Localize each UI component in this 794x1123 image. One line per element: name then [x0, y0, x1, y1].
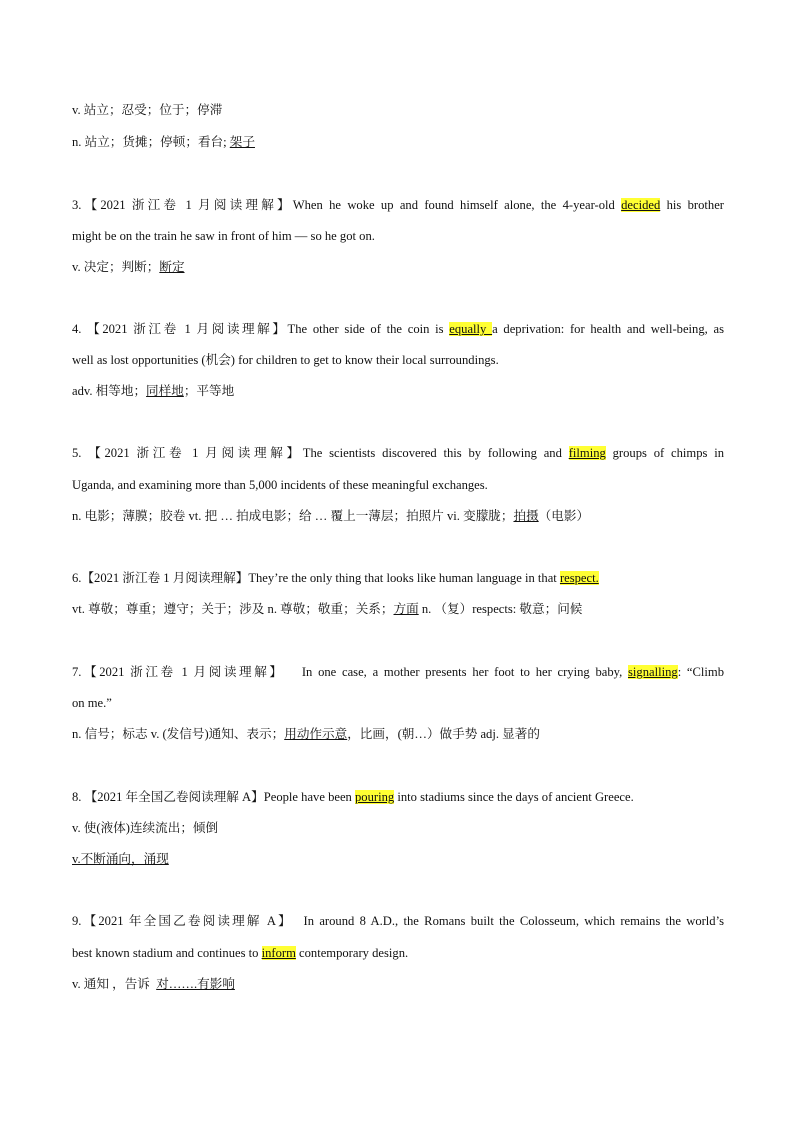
definition-text: （电影） — [538, 509, 590, 523]
sentence-text: Uganda, and examining more than 5,000 incidents of these meaningful exchanges. — [72, 478, 488, 492]
highlighted-word: filming — [568, 446, 606, 460]
highlighted-word: pouring — [355, 790, 395, 804]
source-label: 9.【2021 年全国乙卷阅读理解 A】 — [72, 914, 293, 928]
definition-text: n. （复）respects: 敬意；问候 — [418, 602, 583, 616]
definition-text: v. 通知 ，告诉 — [72, 977, 157, 991]
source-label: 5. 【2021 浙江卷 1 月阅读理解】 — [72, 446, 303, 460]
definition-line — [72, 600, 724, 618]
sentence-text: his brother — [660, 198, 725, 212]
sentence-text: When he woke up and found himself alone, the 4-year-old — [292, 198, 622, 212]
highlighted-word: respect. — [559, 571, 599, 585]
sentence-line — [72, 944, 724, 962]
highlighted-word: signalling — [628, 665, 678, 679]
definition-text: n. 电影；薄膜；胶卷 vt. 把 … 拍成电影；给 … 覆上一薄层；拍照片 vi. 变朦胧； — [72, 509, 514, 523]
sentence-line — [72, 444, 724, 462]
sentence-text: People have been — [263, 790, 355, 804]
definition-text: ；平等地 — [183, 384, 235, 398]
sentence-line — [72, 912, 724, 930]
highlighted-word: equally — [449, 322, 493, 336]
sentence-text: contemporary design. — [295, 946, 409, 960]
definition-line — [72, 101, 724, 119]
definition-line — [72, 133, 724, 151]
underlined-definition: 同样地 — [146, 384, 184, 398]
definition-line — [72, 850, 724, 868]
sentence-text: The scientists discovered this by following and — [302, 446, 569, 460]
source-label: 7.【2021 浙江卷 1 月阅读理解】 — [72, 665, 285, 679]
definition-text: n. 信号；标志 v. (发信号)通知、表示； — [72, 727, 285, 741]
sentence-line — [72, 196, 724, 214]
underlined-definition: 对…….有影响 — [156, 977, 235, 991]
definition-text: v. 使(液体)连续流出；倾倒 — [72, 821, 219, 835]
definition-text: ，比画，(朝…）做手势 adj. 显著的 — [347, 727, 540, 741]
sentence-text: In one case, a mother presents her foot to her crying baby, — [284, 665, 628, 679]
sentence-text: groups of chimps in — [605, 446, 724, 460]
sentence-line — [72, 476, 724, 494]
underlined-definition: 用动作示意 — [284, 727, 348, 741]
definition-text: v. 站立；忍受；位于；停滞 — [72, 103, 223, 117]
underlined-definition: v.不断涌向，涌现 — [72, 852, 169, 866]
sentence-text: well as lost opportunities (机会) for children to get to know their local surroundings. — [72, 353, 499, 367]
underlined-definition: 架子 — [229, 135, 255, 149]
underlined-definition: 方面 — [393, 602, 419, 616]
definition-text: vt. 尊敬；尊重；遵守；关于；涉及 n. 尊敬；敬重；关系； — [72, 602, 394, 616]
highlighted-word: decided — [621, 198, 661, 212]
sentence-text: The other side of the coin is — [287, 322, 450, 336]
sentence-text: : “Climb — [677, 665, 725, 679]
sentence-text: into stadiums since the days of ancient Greece. — [394, 790, 634, 804]
definition-line — [72, 975, 724, 993]
sentence-line — [72, 227, 724, 245]
definition-line — [72, 507, 724, 525]
sentence-line — [72, 788, 724, 806]
source-label: 8. 【2021 年全国乙卷阅读理解 A】 — [72, 790, 264, 804]
definition-line — [72, 382, 724, 400]
sentence-text: might be on the train he saw in front of him — so he got on. — [72, 229, 375, 243]
sentence-line — [72, 663, 724, 681]
definition-text: adv. 相等地； — [72, 384, 147, 398]
sentence-text: In around 8 A.D., the Romans built the Colosseum, which remains the world’s — [292, 914, 725, 928]
sentence-line — [72, 320, 724, 338]
definition-line — [72, 819, 724, 837]
underlined-definition: 断定 — [159, 260, 185, 274]
highlighted-word: inform — [261, 946, 296, 960]
sentence-line — [72, 351, 724, 369]
sentence-text: on me.” — [72, 696, 112, 710]
definition-text: v. 决定；判断； — [72, 260, 160, 274]
source-label: 4. 【2021 浙江卷 1 月阅读理解】 — [72, 322, 288, 336]
definition-line — [72, 258, 724, 276]
sentence-line — [72, 694, 724, 712]
source-label: 6.【2021 浙江卷 1 月阅读理解】 — [72, 571, 249, 585]
definition-line — [72, 725, 724, 743]
definition-text: n. 站立；货摊；停顿；看台; — [72, 135, 230, 149]
sentence-text: They’re the only thing that looks like human language in that — [248, 571, 560, 585]
sentence-text: best known stadium and continues to — [72, 946, 262, 960]
underlined-definition: 拍摄 — [513, 509, 539, 523]
sentence-text: a deprivation: for health and well-being, as — [492, 322, 724, 336]
source-label: 3.【2021 浙江卷 1 月阅读理解】 — [72, 198, 293, 212]
sentence-line — [72, 569, 724, 587]
